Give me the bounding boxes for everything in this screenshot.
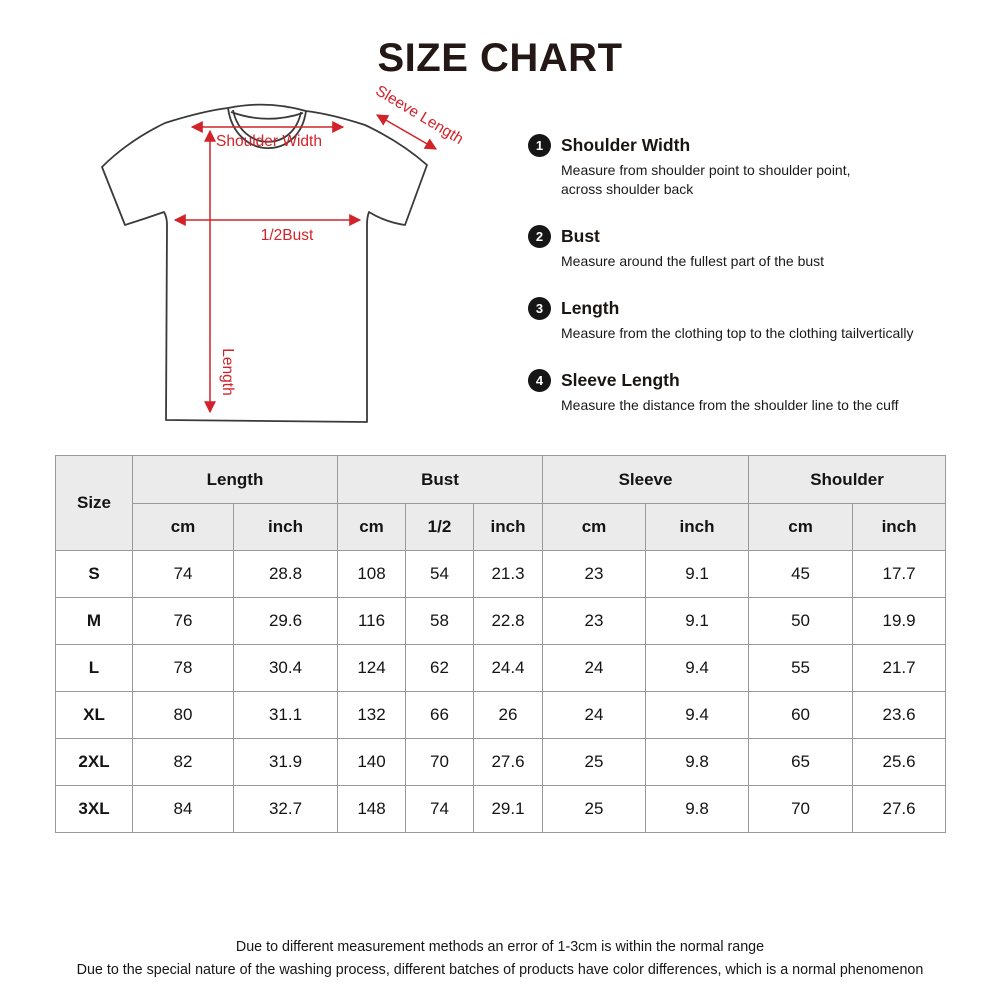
value-cell: 84 (133, 786, 234, 833)
legend-number-badge: 2 (528, 225, 551, 248)
legend-item-length (528, 297, 968, 343)
legend-description-line: Measure from shoulder point to shoulder point, (561, 162, 851, 178)
header-length: Length (133, 456, 338, 504)
value-cell: 23 (543, 551, 646, 598)
sleeve-length-label: Sleeve Length (372, 85, 465, 148)
value-cell: 148 (338, 786, 406, 833)
value-cell: 9.1 (646, 551, 749, 598)
value-cell: 70 (406, 739, 474, 786)
legend-description-line: across shoulder back (561, 181, 694, 197)
footer-notes (0, 936, 1000, 982)
subheader-bust-half: 1/2 (406, 504, 474, 551)
value-cell: 23 (543, 598, 646, 645)
value-cell: 21.7 (853, 645, 946, 692)
length-label: Length (219, 348, 236, 396)
legend-head (528, 134, 968, 157)
legend-description (561, 396, 968, 415)
value-cell: 132 (338, 692, 406, 739)
legend-title: Shoulder Width (561, 135, 691, 155)
value-cell: 25 (543, 739, 646, 786)
size-cell: 3XL (56, 786, 133, 833)
shoulder-width-label: Shoulder Width (216, 133, 322, 150)
value-cell: 82 (133, 739, 234, 786)
table-header-groups-row (56, 456, 946, 504)
value-cell: 55 (749, 645, 853, 692)
subheader-bust-cm: cm (338, 504, 406, 551)
tshirt-outline (102, 105, 427, 422)
header-shoulder: Shoulder (749, 456, 946, 504)
table-row-3xl (56, 786, 946, 833)
note-color-difference: Due to the special nature of the washing process, different batches of products have color differences, which is a normal phenomenon (76, 962, 924, 978)
half-bust-label: 1/2Bust (260, 227, 314, 244)
value-cell: 19.9 (853, 598, 946, 645)
value-cell: 28.8 (234, 551, 338, 598)
value-cell: 29.1 (474, 786, 543, 833)
value-cell: 60 (749, 692, 853, 739)
value-cell: 24 (543, 692, 646, 739)
value-cell: 30.4 (234, 645, 338, 692)
legend-description-line: Measure around the fullest part of the bust (561, 253, 825, 269)
legend-head (528, 369, 968, 392)
table-row-xl (56, 692, 946, 739)
value-cell: 29.6 (234, 598, 338, 645)
tshirt-diagram-svg (55, 85, 465, 445)
subheader-shoulder-inch: inch (853, 504, 946, 551)
legend-description (561, 252, 968, 271)
subheader-length-cm: cm (133, 504, 234, 551)
subheader-shoulder-cm: cm (749, 504, 853, 551)
size-cell: S (56, 551, 133, 598)
value-cell: 74 (133, 551, 234, 598)
value-cell: 62 (406, 645, 474, 692)
value-cell: 9.4 (646, 645, 749, 692)
tshirt-measurement-diagram (55, 85, 465, 445)
table-row-m (56, 598, 946, 645)
header-sleeve: Sleeve (543, 456, 749, 504)
value-cell: 21.3 (474, 551, 543, 598)
legend-title: Length (561, 298, 620, 318)
value-cell: 76 (133, 598, 234, 645)
size-table-container (55, 455, 946, 833)
value-cell: 24 (543, 645, 646, 692)
size-cell: 2XL (56, 739, 133, 786)
value-cell: 17.7 (853, 551, 946, 598)
legend-title: Bust (561, 226, 600, 246)
size-cell: L (56, 645, 133, 692)
legend-item-bust (528, 225, 968, 271)
table-row-2xl (56, 739, 946, 786)
table-row-s (56, 551, 946, 598)
header-size: Size (56, 456, 133, 551)
table-subheader-row (56, 504, 946, 551)
legend-description (561, 161, 968, 199)
legend-head (528, 297, 968, 320)
value-cell: 54 (406, 551, 474, 598)
legend-item-shoulder-width (528, 134, 968, 199)
header-bust: Bust (338, 456, 543, 504)
size-cell: XL (56, 692, 133, 739)
legend-number-badge: 4 (528, 369, 551, 392)
legend-description-line: Measure from the clothing top to the clothing tailvertically (561, 325, 914, 341)
legend-item-sleeve-length (528, 369, 968, 415)
value-cell: 108 (338, 551, 406, 598)
value-cell: 80 (133, 692, 234, 739)
value-cell: 27.6 (853, 786, 946, 833)
value-cell: 70 (749, 786, 853, 833)
value-cell: 58 (406, 598, 474, 645)
value-cell: 78 (133, 645, 234, 692)
value-cell: 140 (338, 739, 406, 786)
value-cell: 9.1 (646, 598, 749, 645)
value-cell: 9.4 (646, 692, 749, 739)
value-cell: 45 (749, 551, 853, 598)
value-cell: 32.7 (234, 786, 338, 833)
size-cell: M (56, 598, 133, 645)
subheader-sleeve-cm: cm (543, 504, 646, 551)
note-measurement-error: Due to different measurement methods an error of 1-3cm is within the normal range (235, 939, 765, 955)
subheader-length-inch: inch (234, 504, 338, 551)
measurement-legend (528, 134, 968, 441)
value-cell: 9.8 (646, 786, 749, 833)
value-cell: 27.6 (474, 739, 543, 786)
value-cell: 9.8 (646, 739, 749, 786)
value-cell: 31.9 (234, 739, 338, 786)
value-cell: 31.1 (234, 692, 338, 739)
value-cell: 23.6 (853, 692, 946, 739)
legend-number-badge: 3 (528, 297, 551, 320)
value-cell: 25 (543, 786, 646, 833)
legend-description-line: Measure the distance from the shoulder line to the cuff (561, 397, 899, 413)
value-cell: 66 (406, 692, 474, 739)
subheader-bust-inch: inch (474, 504, 543, 551)
value-cell: 124 (338, 645, 406, 692)
value-cell: 24.4 (474, 645, 543, 692)
size-table (55, 455, 946, 833)
value-cell: 65 (749, 739, 853, 786)
value-cell: 74 (406, 786, 474, 833)
legend-description (561, 324, 968, 343)
value-cell: 26 (474, 692, 543, 739)
legend-head (528, 225, 968, 248)
table-row-l (56, 645, 946, 692)
value-cell: 50 (749, 598, 853, 645)
subheader-sleeve-inch: inch (646, 504, 749, 551)
value-cell: 116 (338, 598, 406, 645)
page-title: SIZE CHART (377, 36, 623, 80)
legend-title: Sleeve Length (561, 370, 680, 390)
value-cell: 25.6 (853, 739, 946, 786)
value-cell: 22.8 (474, 598, 543, 645)
legend-number-badge: 1 (528, 134, 551, 157)
